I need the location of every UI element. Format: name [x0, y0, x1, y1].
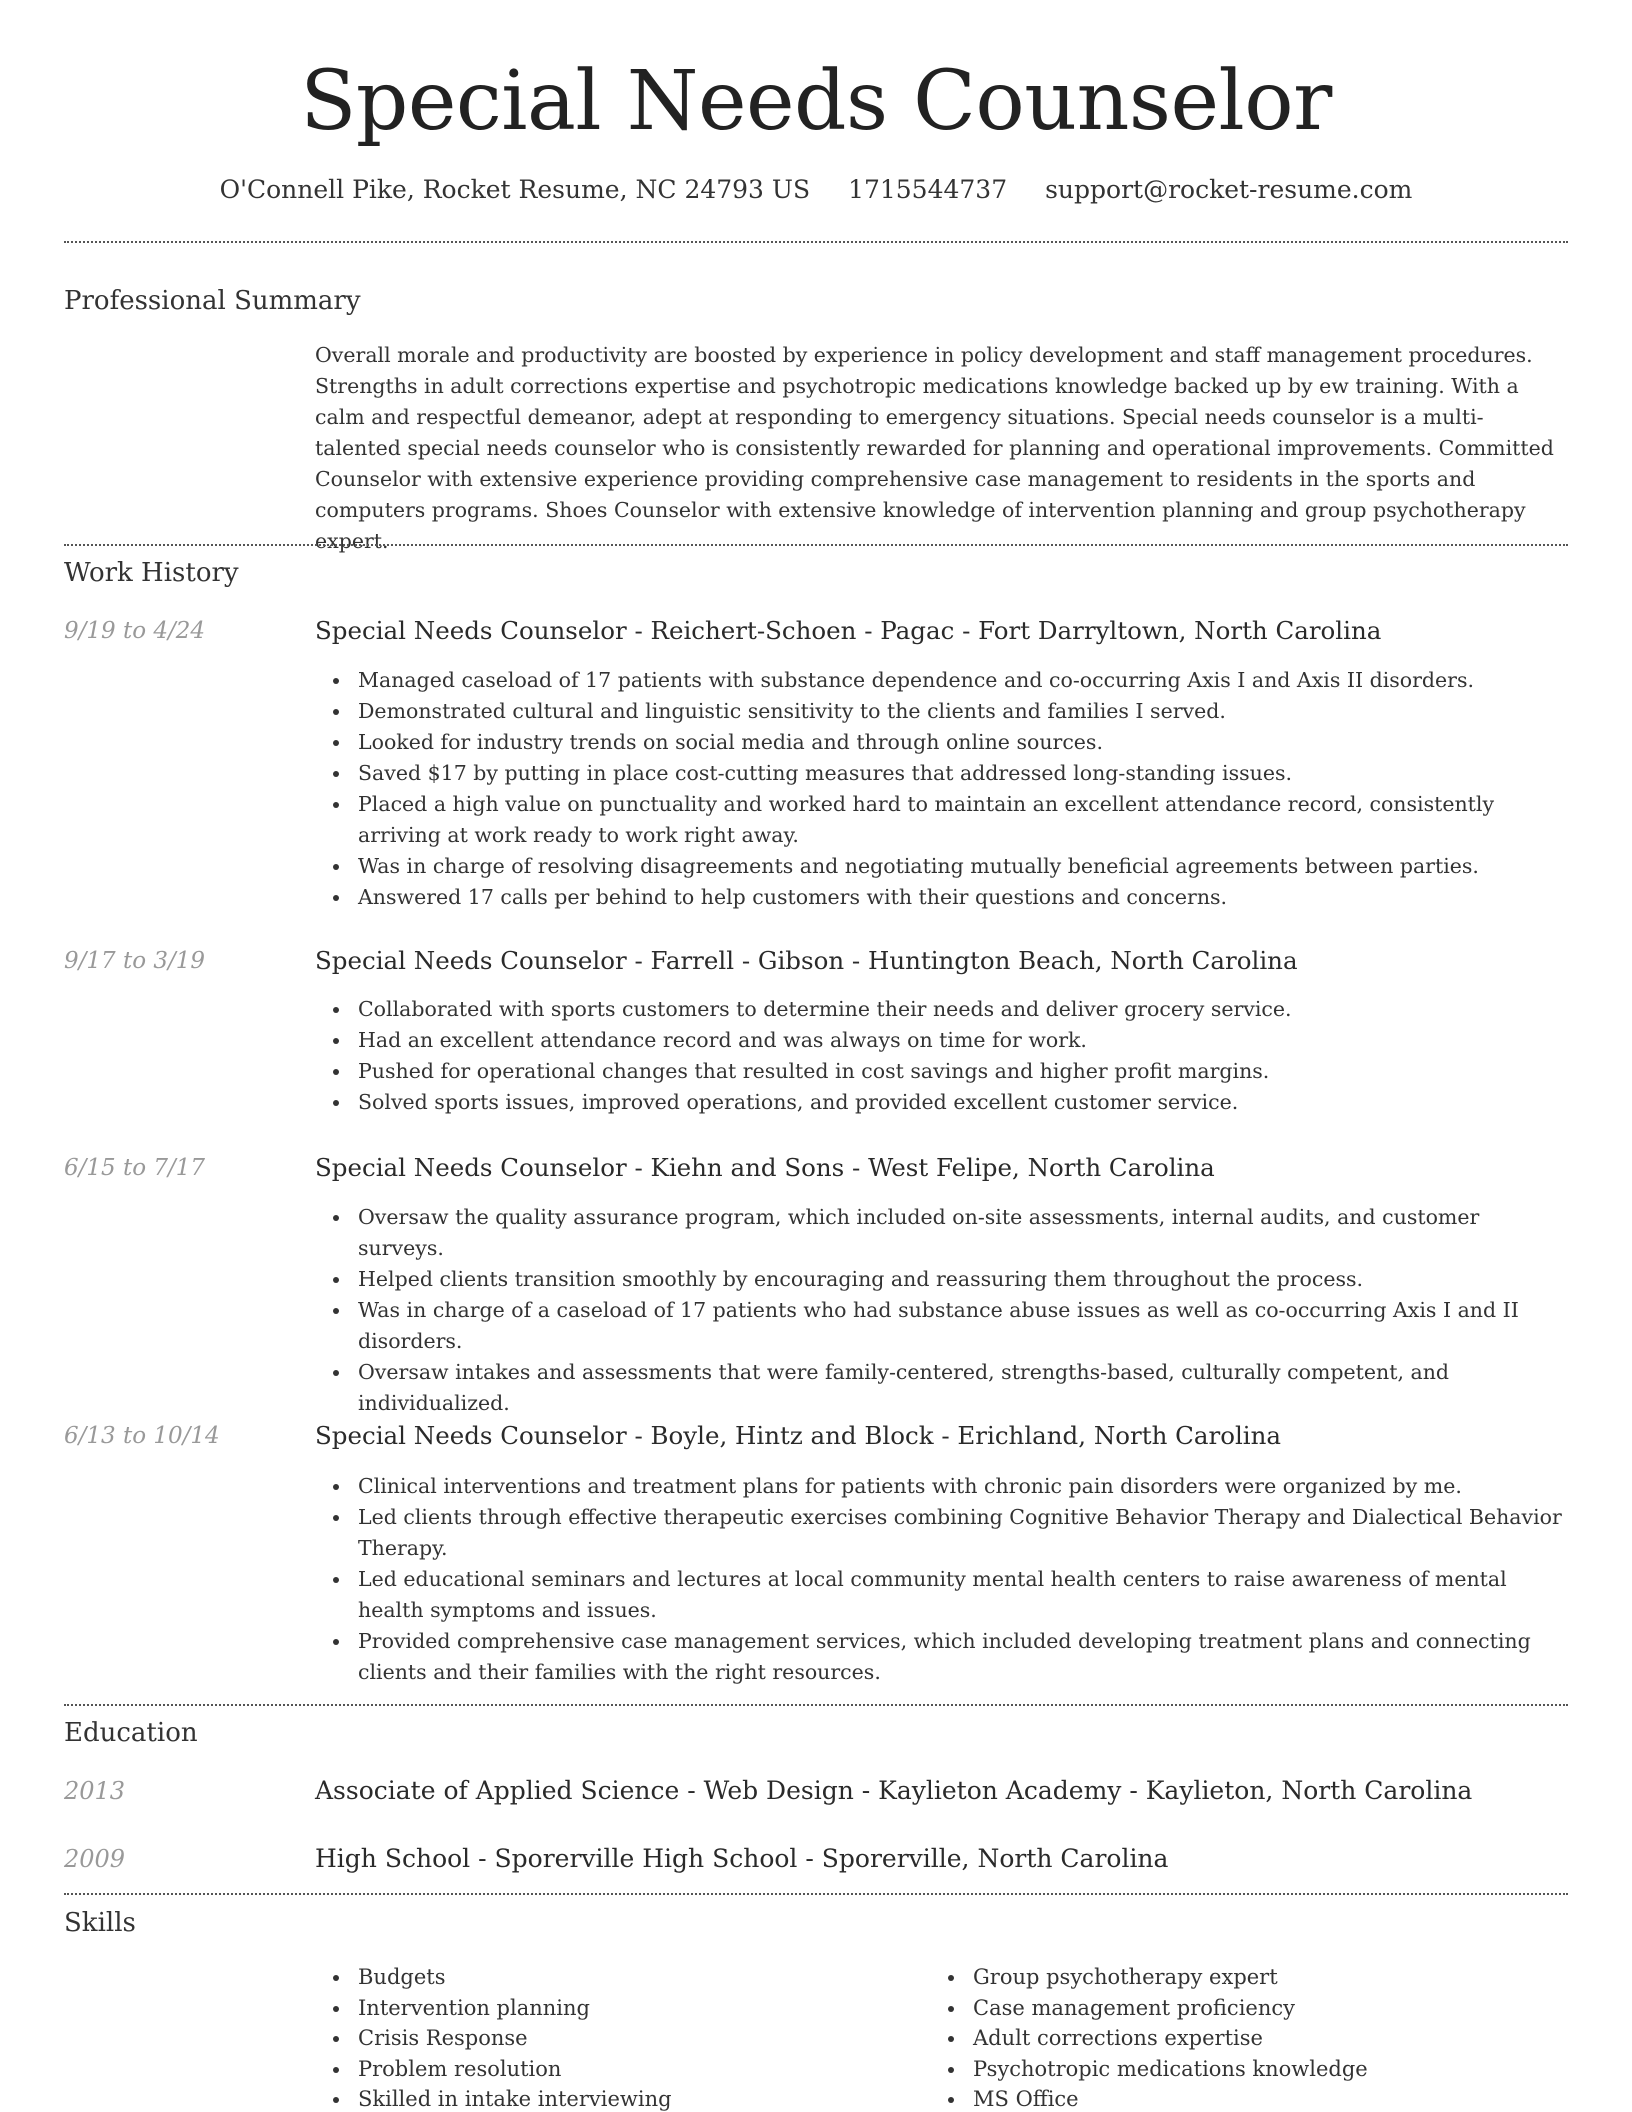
education-title: Associate of Applied Science - Web Design - Kaylieton Academy - Kaylieton, North Carolina — [315, 1776, 1473, 1805]
job-bullet: Had an excellent attendance record and was always on time for work. — [315, 1025, 1568, 1056]
section-title-skills: Skills — [64, 1908, 136, 1938]
job-bullet: Looked for industry trends on social media and through online sources. — [315, 727, 1568, 758]
job-bullet: Led educational seminars and lectures at local community mental health centers to raise awareness of mental health symptoms and issues. — [315, 1564, 1568, 1626]
skill-item: Skilled in intake interviewing — [315, 2084, 875, 2112]
skill-item: MS Office — [930, 2084, 1490, 2112]
skills-list-right — [930, 1962, 1490, 2112]
education-date: 2009 — [64, 1845, 126, 1873]
job-bullet: Led clients through effective therapeutic exercises combining Cognitive Behavior Therapy and Dialectical Behavior Therapy. — [315, 1502, 1568, 1564]
skill-item: Adult corrections expertise — [930, 2023, 1490, 2054]
contact-phone: 1715544737 — [848, 175, 1008, 204]
job-title: Special Needs Counselor - Kiehn and Sons - West Felipe, North Carolina — [315, 1153, 1215, 1182]
job-bullets — [315, 665, 1568, 913]
job-bullet: Provided comprehensive case management services, which included developing treatment plans and connecting clients and their families with the right resources. — [315, 1626, 1568, 1688]
job-bullet: Was in charge of resolving disagreements and negotiating mutually beneficial agreements between parties. — [315, 851, 1568, 882]
section-divider — [64, 1704, 1568, 1706]
skills-list-left — [315, 1962, 875, 2112]
job-bullets — [315, 1202, 1568, 1419]
section-title-education: Education — [64, 1718, 198, 1748]
job-title: Special Needs Counselor - Boyle, Hintz and Block - Erichland, North Carolina — [315, 1421, 1282, 1450]
skill-item: Intervention planning — [315, 1993, 875, 2024]
section-title-summary: Professional Summary — [64, 286, 361, 316]
skill-item: Psychotropic medications knowledge — [930, 2054, 1490, 2085]
job-title: Special Needs Counselor - Reichert-Schoen - Pagac - Fort Darryltown, North Carolina — [315, 616, 1382, 645]
skill-item: Case management proficiency — [930, 1993, 1490, 2024]
job-bullet: Clinical interventions and treatment plans for patients with chronic pain disorders were organized by me. — [315, 1471, 1568, 1502]
job-bullet: Pushed for operational changes that resulted in cost savings and higher profit margins. — [315, 1056, 1568, 1087]
summary-text: Overall morale and productivity are boosted by experience in policy development and staff management procedures. Strengths in adult corrections expertise and psychotropic medications knowledge backed up by ew training. With a calm and respectful demeanor, adept at responding to emergency situations. Special needs counselor is a multi-talented special needs counselor who is consistently rewarded for planning and operational improvements. Committed Counselor with extensive experience providing comprehensive case management to residents in the sports and computers programs. Shoes Counselor with extensive knowledge of intervention planning and group psychotherapy expert. — [315, 343, 1554, 553]
job-date: 9/19 to 4/24 — [64, 618, 206, 644]
skill-item: Crisis Response — [315, 2023, 875, 2054]
contact-email: support@rocket-resume.com — [1045, 175, 1413, 204]
education-date: 2013 — [64, 1777, 126, 1805]
job-bullet: Was in charge of a caseload of 17 patients who had substance abuse issues as well as co-occurring Axis I and II disorders. — [315, 1295, 1568, 1357]
contact-address: O'Connell Pike, Rocket Resume, NC 24793 US — [219, 175, 811, 204]
job-bullet: Managed caseload of 17 patients with substance dependence and co-occurring Axis I and Axis II disorders. — [315, 665, 1568, 696]
job-bullet: Demonstrated cultural and linguistic sensitivity to the clients and families I served. — [315, 696, 1568, 727]
section-divider — [64, 241, 1568, 243]
section-divider — [64, 544, 1568, 546]
job-bullets — [315, 994, 1568, 1118]
contact-line — [64, 170, 1568, 210]
job-bullet: Helped clients transition smoothly by encouraging and reassuring them throughout the process. — [315, 1264, 1568, 1295]
education-title: High School - Sporerville High School - Sporerville, North Carolina — [315, 1844, 1169, 1873]
skill-item: Group psychotherapy expert — [930, 1962, 1490, 1993]
job-date: 6/15 to 7/17 — [64, 1155, 206, 1181]
job-bullet: Saved $17 by putting in place cost-cutting measures that addressed long-standing issues. — [315, 758, 1568, 789]
job-bullet: Solved sports issues, improved operations, and provided excellent customer service. — [315, 1087, 1568, 1118]
job-bullet: Oversaw intakes and assessments that were family-centered, strengths-based, culturally competent, and individualized. — [315, 1357, 1568, 1419]
job-date: 6/13 to 10/14 — [64, 1423, 220, 1449]
job-bullet: Placed a high value on punctuality and worked hard to maintain an excellent attendance record, consistently arriving at work ready to work right away. — [315, 789, 1568, 851]
job-bullet: Collaborated with sports customers to determine their needs and deliver grocery service. — [315, 994, 1568, 1025]
skill-item: Problem resolution — [315, 2054, 875, 2085]
resume-page — [64, 0, 1568, 2112]
job-bullet: Answered 17 calls per behind to help customers with their questions and concerns. — [315, 882, 1568, 913]
job-date: 9/17 to 3/19 — [64, 948, 206, 974]
candidate-name: Special Needs Counselor — [300, 54, 1332, 149]
section-title-work-history: Work History — [64, 558, 239, 588]
skill-item: Budgets — [315, 1962, 875, 1993]
job-title: Special Needs Counselor - Farrell - Gibson - Huntington Beach, North Carolina — [315, 946, 1298, 975]
section-divider — [64, 1893, 1568, 1895]
job-bullets — [315, 1471, 1568, 1688]
job-bullet: Oversaw the quality assurance program, which included on-site assessments, internal audits, and customer surveys. — [315, 1202, 1568, 1264]
